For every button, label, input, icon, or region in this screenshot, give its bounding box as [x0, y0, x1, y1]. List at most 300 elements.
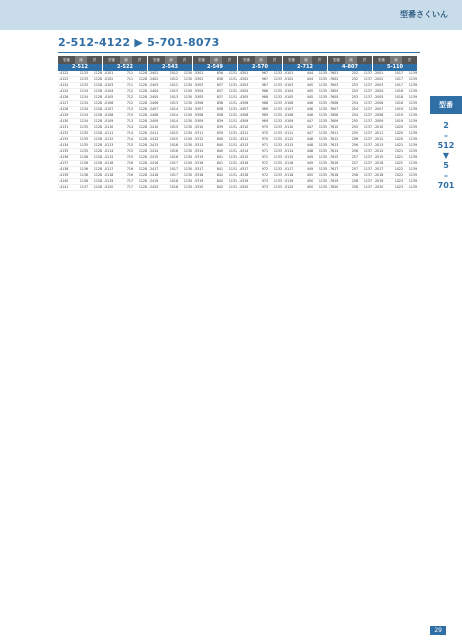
price-code: 840	[216, 137, 223, 141]
price-code: 257	[351, 155, 358, 159]
price-code: 253	[351, 83, 358, 87]
price-code: 717	[126, 179, 133, 183]
page-ref: 1139	[408, 185, 417, 189]
model-number: -2018	[374, 173, 384, 177]
index-column	[373, 56, 417, 628]
header-bar	[0, 0, 462, 30]
price-code: 450	[306, 179, 313, 183]
page-ref: 1137	[363, 143, 372, 147]
page-ref: 1137	[363, 185, 372, 189]
model-number: -4123	[59, 77, 69, 81]
price-code: 1013	[169, 89, 178, 93]
model-number: -4139	[59, 173, 69, 177]
sidebar-range-part: ▼	[442, 151, 450, 160]
page-ref: 1139	[408, 137, 417, 141]
page-ref: 1135	[318, 185, 327, 189]
model-number: -2016	[374, 161, 384, 165]
price-code: 1135	[79, 125, 88, 129]
model-number: -7612	[329, 137, 339, 141]
model-number: -2402	[149, 77, 159, 81]
price-code: 1136	[79, 167, 88, 171]
price-code: 1133	[79, 77, 88, 81]
sidebar-range-part: –	[444, 171, 448, 180]
page-ref: 1128	[93, 125, 102, 129]
model-number: -5307	[194, 107, 204, 111]
model-band: 2-522	[103, 64, 147, 71]
model-number: -7602	[329, 77, 339, 81]
page-ref: 1131	[228, 95, 237, 99]
page-ref: 1137	[363, 149, 372, 153]
model-number: -0103	[284, 83, 294, 87]
column-header-cell: 価	[165, 56, 177, 64]
price-code: 255	[351, 131, 358, 135]
model-number: -4301	[239, 71, 249, 75]
model-number: -2420	[149, 185, 159, 189]
price-code: 838	[216, 101, 223, 105]
model-number: -0106	[104, 101, 114, 105]
page-ref: 1133	[273, 155, 282, 159]
page-ref: 1139	[408, 149, 417, 153]
column-header-cell: 型番	[328, 56, 345, 64]
model-number: -2405	[149, 95, 159, 99]
page-ref: 1137	[363, 113, 372, 117]
model-number: -0108	[104, 113, 114, 117]
page-ref: 1137	[363, 95, 372, 99]
model-number: -2409	[149, 119, 159, 123]
page-ref: 1135	[318, 131, 327, 135]
column-header	[283, 56, 327, 64]
page-ref: 1139	[408, 179, 417, 183]
page-ref: 1128	[138, 71, 147, 75]
price-code: 838	[216, 107, 223, 111]
price-code: 256	[351, 137, 358, 141]
model-number: -2020	[374, 185, 384, 189]
model-number: -7615	[329, 155, 339, 159]
column-header-cell: 価	[210, 56, 222, 64]
price-code: 1018	[394, 89, 403, 93]
price-code: 444	[306, 77, 313, 81]
model-band: 2-549	[193, 64, 237, 71]
price-code: 1017	[169, 161, 178, 165]
price-code: 1013	[169, 95, 178, 99]
model-number: -0105	[104, 95, 114, 99]
model-number: -0113	[104, 143, 114, 147]
model-number: -0107	[284, 107, 294, 111]
page-ref: 1139	[408, 77, 417, 81]
model-number: -0111	[104, 131, 114, 135]
model-number: -5319	[194, 179, 204, 183]
price-code: 447	[306, 125, 313, 129]
model-number: -2003	[374, 83, 384, 87]
model-number: -0112	[284, 137, 294, 141]
model-number: -2415	[149, 155, 159, 159]
model-number: -4131	[59, 125, 69, 129]
column-header-cell: 価	[75, 56, 87, 64]
page-ref: 1131	[228, 143, 237, 147]
price-code: 1021	[394, 143, 403, 147]
column-header-cell: 型番	[103, 56, 120, 64]
model-number: -7609	[329, 119, 339, 123]
price-code: 252	[351, 71, 358, 75]
page-ref: 1131	[228, 131, 237, 135]
index-row	[148, 185, 192, 191]
page-ref: 1133	[273, 119, 282, 123]
page-ref: 1139	[408, 71, 417, 75]
price-code: 1021	[394, 149, 403, 153]
column-header-cell: 頁	[177, 56, 192, 64]
price-code: 972	[261, 173, 268, 177]
sidebar-range-part: 2	[443, 121, 449, 130]
page-ref: 1128	[93, 143, 102, 147]
price-code: 258	[351, 185, 358, 189]
page-ref: 1131	[228, 101, 237, 105]
model-number: -7608	[329, 113, 339, 117]
model-number: -5308	[194, 113, 204, 117]
model-number: -0101	[104, 71, 114, 75]
page-ref: 1137	[363, 167, 372, 171]
model-number: -5304	[194, 89, 204, 93]
page-ref: 1135	[318, 149, 327, 153]
page-ref: 1128	[93, 107, 102, 111]
price-code: 1016	[169, 149, 178, 153]
column-header-cell: 価	[390, 56, 402, 64]
page-ref: 1130	[183, 179, 192, 183]
price-code: 1136	[79, 161, 88, 165]
page-ref: 1128	[138, 77, 147, 81]
model-number: -4317	[239, 167, 249, 171]
model-number: -5310	[194, 125, 204, 129]
model-number: -2019	[374, 179, 384, 183]
page-ref: 1130	[183, 131, 192, 135]
model-number: -0118	[284, 173, 294, 177]
page-ref: 1128	[93, 77, 102, 81]
price-code: 713	[126, 113, 133, 117]
model-number: -2404	[149, 89, 159, 93]
index-column	[103, 56, 147, 628]
column-header	[193, 56, 237, 64]
page-ref: 1133	[273, 101, 282, 105]
price-code: 840	[216, 143, 223, 147]
column-header-cell: 型番	[283, 56, 300, 64]
model-number: -7619	[329, 179, 339, 183]
price-code: 837	[216, 83, 223, 87]
price-code: 1133	[79, 71, 88, 75]
column-header-cell: 頁	[222, 56, 237, 64]
model-number: -2403	[149, 83, 159, 87]
column-header	[328, 56, 372, 64]
page-ref: 1128	[138, 125, 147, 129]
price-code: 1015	[169, 131, 178, 135]
model-number: -2408	[149, 113, 159, 117]
model-number: -4125	[59, 89, 69, 93]
page-ref: 1137	[363, 83, 372, 87]
page-ref: 1130	[183, 137, 192, 141]
model-number: -7604	[329, 89, 339, 93]
page-title: 2-512-4122 ▶ 5-701-8073	[58, 36, 220, 49]
model-number: -5306	[194, 101, 204, 105]
page-ref: 1137	[363, 77, 372, 81]
page-ref: 1128	[138, 161, 147, 165]
page-ref: 1137	[363, 131, 372, 135]
column-header-cell: 型番	[58, 56, 75, 64]
price-code: 257	[351, 167, 358, 171]
page-ref: 1133	[273, 167, 282, 171]
column-header	[373, 56, 417, 64]
page-ref: 1139	[408, 119, 417, 123]
page-ref: 1128	[138, 173, 147, 177]
page-ref: 1135	[318, 167, 327, 171]
page-ref: 1133	[273, 143, 282, 147]
index-row	[328, 185, 372, 191]
model-band: 2-570	[238, 64, 282, 71]
model-number: -5318	[194, 173, 204, 177]
price-code: 1134	[79, 89, 88, 93]
page-ref: 1133	[273, 107, 282, 111]
price-code: 445	[306, 83, 313, 87]
page-ref: 1135	[318, 161, 327, 165]
page-ref: 1133	[273, 83, 282, 87]
model-number: -0110	[104, 125, 114, 129]
price-code: 968	[261, 89, 268, 93]
price-code: 252	[351, 77, 358, 81]
price-code: 446	[306, 101, 313, 105]
page-ref: 1128	[93, 95, 102, 99]
page-ref: 1133	[273, 185, 282, 189]
model-number: -0118	[104, 173, 114, 177]
model-number: -0109	[284, 119, 294, 123]
price-code: 445	[306, 89, 313, 93]
index-row	[58, 185, 102, 191]
price-code: 836	[216, 77, 223, 81]
model-number: -2002	[374, 77, 384, 81]
model-number: -4311	[239, 131, 249, 135]
model-number: -7620	[329, 185, 339, 189]
price-code: 1023	[394, 185, 403, 189]
price-code: 254	[351, 101, 358, 105]
page-ref: 1135	[318, 89, 327, 93]
page-ref: 1133	[273, 77, 282, 81]
model-number: -2413	[149, 143, 159, 147]
price-code: 1133	[79, 83, 88, 87]
price-code: 842	[216, 185, 223, 189]
page-ref: 1135	[318, 119, 327, 123]
price-code: 711	[126, 77, 133, 81]
column-header-cell: 頁	[312, 56, 327, 64]
price-code: 1020	[394, 131, 403, 135]
page-ref: 1130	[183, 77, 192, 81]
page-number: 29	[430, 626, 446, 635]
page-ref: 1128	[138, 149, 147, 153]
page-ref: 1131	[228, 137, 237, 141]
column-header-cell: 価	[255, 56, 267, 64]
price-code: 1017	[394, 83, 403, 87]
model-number: -2417	[149, 167, 159, 171]
price-code: 1014	[169, 107, 178, 111]
price-code: 256	[351, 149, 358, 153]
page-ref: 1128	[93, 89, 102, 93]
price-code: 450	[306, 185, 313, 189]
price-code: 715	[126, 155, 133, 159]
page-ref: 1137	[363, 107, 372, 111]
index-row	[283, 185, 327, 191]
column-header-cell: 型番	[193, 56, 210, 64]
model-number: -5301	[194, 71, 204, 75]
model-number: -0103	[104, 83, 114, 87]
model-number: -4316	[239, 161, 249, 165]
price-code: 1022	[394, 161, 403, 165]
model-number: -0117	[284, 167, 294, 171]
price-code: 1136	[79, 173, 88, 177]
price-code: 258	[351, 179, 358, 183]
model-number: -0119	[284, 179, 294, 183]
page-ref: 1128	[138, 131, 147, 135]
page-ref: 1131	[228, 107, 237, 111]
column-header	[238, 56, 282, 64]
model-number: -2406	[149, 101, 159, 105]
model-number: -7614	[329, 149, 339, 153]
model-number: -7611	[329, 131, 339, 135]
page-ref: 1128	[138, 179, 147, 183]
sidebar-label: 型番	[430, 96, 462, 114]
page-ref: 1135	[318, 125, 327, 129]
price-code: 839	[216, 125, 223, 129]
page-ref: 1130	[183, 185, 192, 189]
price-code: 257	[351, 161, 358, 165]
price-code: 446	[306, 107, 313, 111]
model-number: -2009	[374, 119, 384, 123]
page-ref: 1137	[363, 173, 372, 177]
page-ref: 1131	[228, 71, 237, 75]
page-ref: 1139	[408, 89, 417, 93]
model-number: -4303	[239, 83, 249, 87]
model-number: -5313	[194, 143, 204, 147]
page-ref: 1137	[363, 89, 372, 93]
column-header-cell: 頁	[87, 56, 102, 64]
price-code: 841	[216, 167, 223, 171]
price-code: 837	[216, 95, 223, 99]
price-code: 839	[216, 131, 223, 135]
model-number: -4315	[239, 155, 249, 159]
index-column	[328, 56, 372, 628]
column-header	[103, 56, 147, 64]
index-column	[58, 56, 102, 628]
page-ref: 1130	[183, 71, 192, 75]
price-code: 1022	[394, 173, 403, 177]
page-ref: 1133	[273, 149, 282, 153]
model-number: -0110	[284, 125, 294, 129]
model-number: -2014	[374, 149, 384, 153]
page-ref: 1130	[183, 125, 192, 129]
model-number: -0114	[284, 149, 294, 153]
price-code: 1012	[169, 83, 178, 87]
price-code: 971	[261, 155, 268, 159]
page-ref: 1139	[408, 83, 417, 87]
price-code: 1017	[169, 167, 178, 171]
index-row	[103, 185, 147, 191]
price-code: 711	[126, 71, 133, 75]
page-ref: 1128	[93, 185, 102, 189]
model-number: -2418	[149, 173, 159, 177]
model-number: -2005	[374, 95, 384, 99]
model-number: -4320	[239, 185, 249, 189]
page-ref: 1130	[183, 83, 192, 87]
index-tag: 型番さくいん	[400, 10, 448, 19]
model-number: -4302	[239, 77, 249, 81]
price-code: 255	[351, 119, 358, 123]
price-code: 836	[216, 71, 223, 75]
price-code: 258	[351, 173, 358, 177]
price-code: 1019	[394, 119, 403, 123]
index-column	[238, 56, 282, 628]
model-number: -5316	[194, 161, 204, 165]
page-ref: 1130	[183, 167, 192, 171]
model-number: -5317	[194, 167, 204, 171]
model-number: -0109	[104, 119, 114, 123]
model-band: 5-110	[373, 64, 417, 71]
model-number: -0115	[284, 155, 294, 159]
model-number: -5320	[194, 185, 204, 189]
model-number: -4138	[59, 167, 69, 171]
price-code: 712	[126, 95, 133, 99]
price-code: 1135	[79, 149, 88, 153]
model-number: -0120	[104, 185, 114, 189]
model-number: -4130	[59, 119, 69, 123]
model-number: -0105	[284, 95, 294, 99]
model-number: -0119	[104, 179, 114, 183]
model-number: -4141	[59, 185, 69, 189]
column-header	[148, 56, 192, 64]
page-ref: 1131	[228, 185, 237, 189]
price-code: 447	[306, 119, 313, 123]
price-code: 841	[216, 155, 223, 159]
page-ref: 1137	[363, 179, 372, 183]
price-code: 1016	[169, 143, 178, 147]
price-code: 1018	[169, 179, 178, 183]
model-number: -0116	[284, 161, 294, 165]
page-ref: 1128	[93, 83, 102, 87]
model-number: -2407	[149, 107, 159, 111]
model-number: -4140	[59, 179, 69, 183]
page-ref: 1133	[273, 131, 282, 135]
price-code: 1020	[394, 137, 403, 141]
page-ref: 1135	[318, 173, 327, 177]
model-number: -2410	[149, 125, 159, 129]
price-code: 714	[126, 125, 133, 129]
price-code: 448	[306, 137, 313, 141]
price-code: 711	[126, 83, 133, 87]
model-band: 2-512	[58, 64, 102, 71]
page-ref: 1139	[408, 95, 417, 99]
price-code: 1019	[394, 107, 403, 111]
model-number: -2013	[374, 143, 384, 147]
page-ref: 1139	[408, 107, 417, 111]
model-number: -4133	[59, 137, 69, 141]
index-column	[283, 56, 327, 628]
model-number: -7617	[329, 167, 339, 171]
column-header-cell: 価	[120, 56, 132, 64]
price-code: 448	[306, 143, 313, 147]
model-number: -5312	[194, 137, 204, 141]
page-ref: 1130	[183, 113, 192, 117]
price-code: 448	[306, 149, 313, 153]
price-code: 1012	[169, 77, 178, 81]
price-code: 1136	[79, 155, 88, 159]
model-number: -0111	[284, 131, 294, 135]
page-ref: 1133	[273, 137, 282, 141]
price-code: 1020	[394, 125, 403, 129]
model-number: -4307	[239, 107, 249, 111]
page-ref: 1139	[408, 131, 417, 135]
